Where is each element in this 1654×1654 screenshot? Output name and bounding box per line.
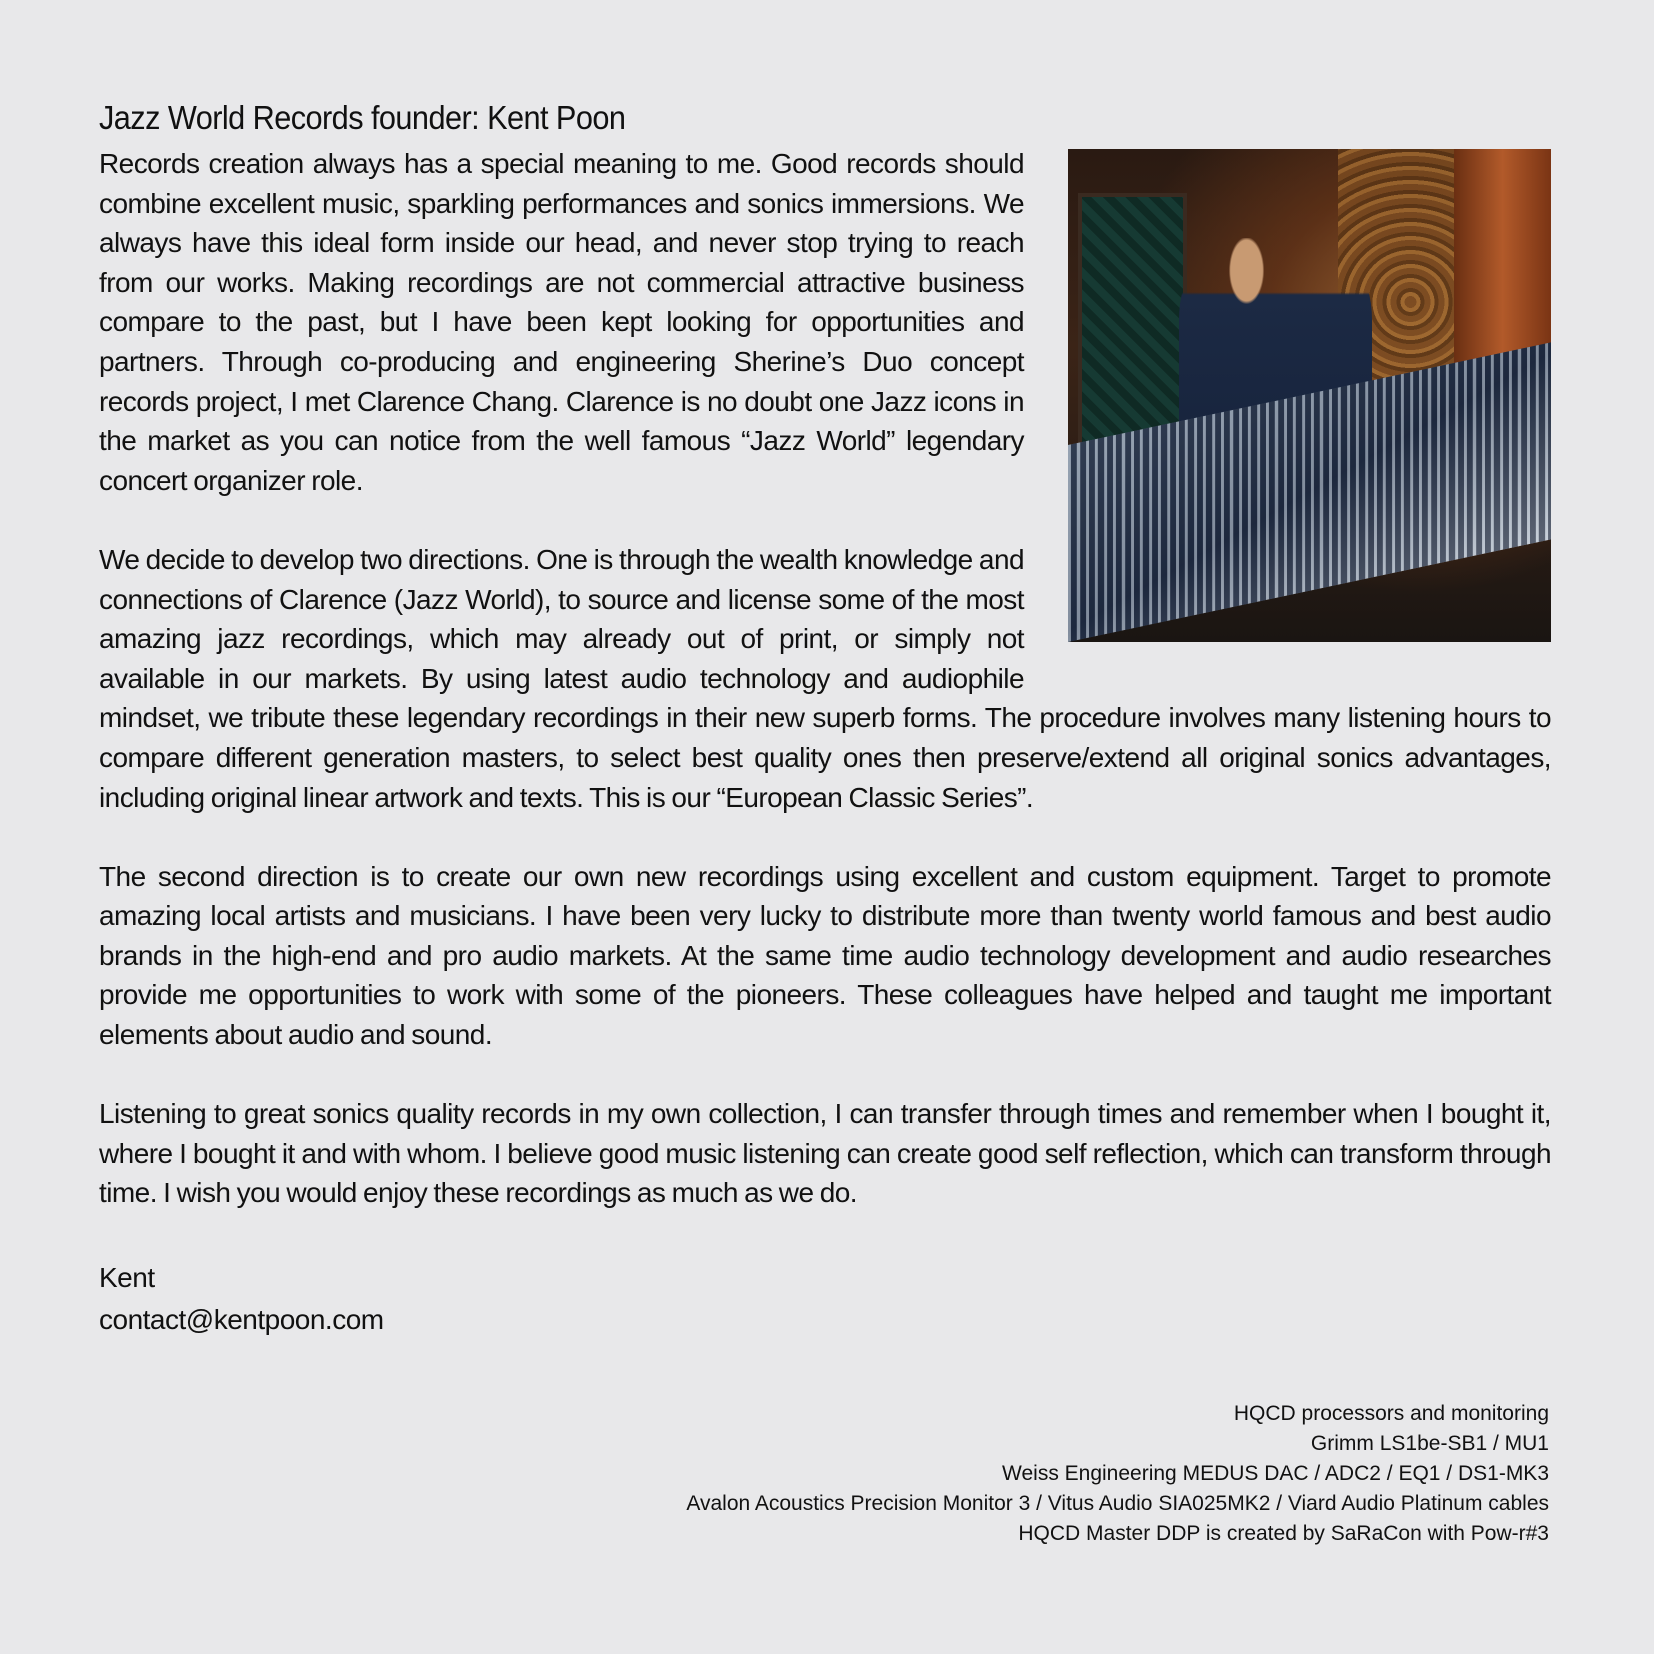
credit-line: Avalon Acoustics Precision Monitor 3 / Vitus Audio SIA025MK2 / Viard Audio Platinum cables (686, 1492, 1549, 1515)
paragraph-2: We decide to develop two directions. One is through the wealth knowledge and connections of Clarence (Jazz World), to source and license some of the most amazing jazz recordings, which may already out of print, or simply not available in our markets. By using latest audio technology and audiophile mindset, we tribute these legendary recordings in their new superb forms. The procedure involves many listening hours to compare different generation masters, to select best quality ones then preserve/extend all original sonics advantages, including original linear artwork and texts. This is our “European Classic Series”. (99, 543, 1551, 813)
credit-line: HQCD Master DDP is created by SaRaCon with Pow-r#3 (1018, 1522, 1549, 1545)
paragraph-3: The second direction is to create our own new recordings using excellent and custom equipment. Target to promote amazing local artists and musicians. I have been very lucky to distribute more than twenty world famous and best audio brands in the high-end and pro audio markets. At the same time audio technology development and audio researches provide me opportunities to work with some of the pioneers. These colleagues have helped and taught me important elements about audio and sound. (99, 860, 1551, 1051)
signature-email: contact@kentpoon.com (99, 1303, 384, 1335)
equipment-credits (686, 1399, 1549, 1549)
paragraph-1: Records creation always has a special meaning to me. Good records should combine excellent music, sparkling performances and sonics immersions. We always have this ideal form inside our head, and never stop trying to reach from our works. Making recordings are not commercial attractive business compare to the past, but I have been kept looking for opportunities and partners. Through co-producing and engineering Sherine’s Duo concept records project, I met Clarence Chang. Clarence is no doubt one Jazz icons in the market as you can notice from the well famous “Jazz World” legendary concert organizer role. (99, 148, 1024, 496)
page-title: Jazz World Records founder: Kent Poon (99, 99, 626, 136)
liner-notes-page (99, 92, 1551, 1347)
credit-line: Grimm LS1be-SB1 / MU1 (1310, 1432, 1549, 1455)
paragraph-4: Listening to great sonics quality records in my own collection, I can transfer through times and remember when I bought it, where I bought it and with whom. I believe good music listening can create good self reflection, which can transform through time. I wish you would enjoy these recordings as much as we do. (99, 1098, 1551, 1209)
signature-name: Kent (99, 1261, 155, 1293)
credit-line: HQCD processors and monitoring (1233, 1402, 1549, 1425)
credit-line: Weiss Engineering MEDUS DAC / ADC2 / EQ1 / DS1-MK3 (1002, 1462, 1549, 1485)
studio-photo-icon (1068, 149, 1551, 642)
signature-block (99, 1251, 1551, 1347)
